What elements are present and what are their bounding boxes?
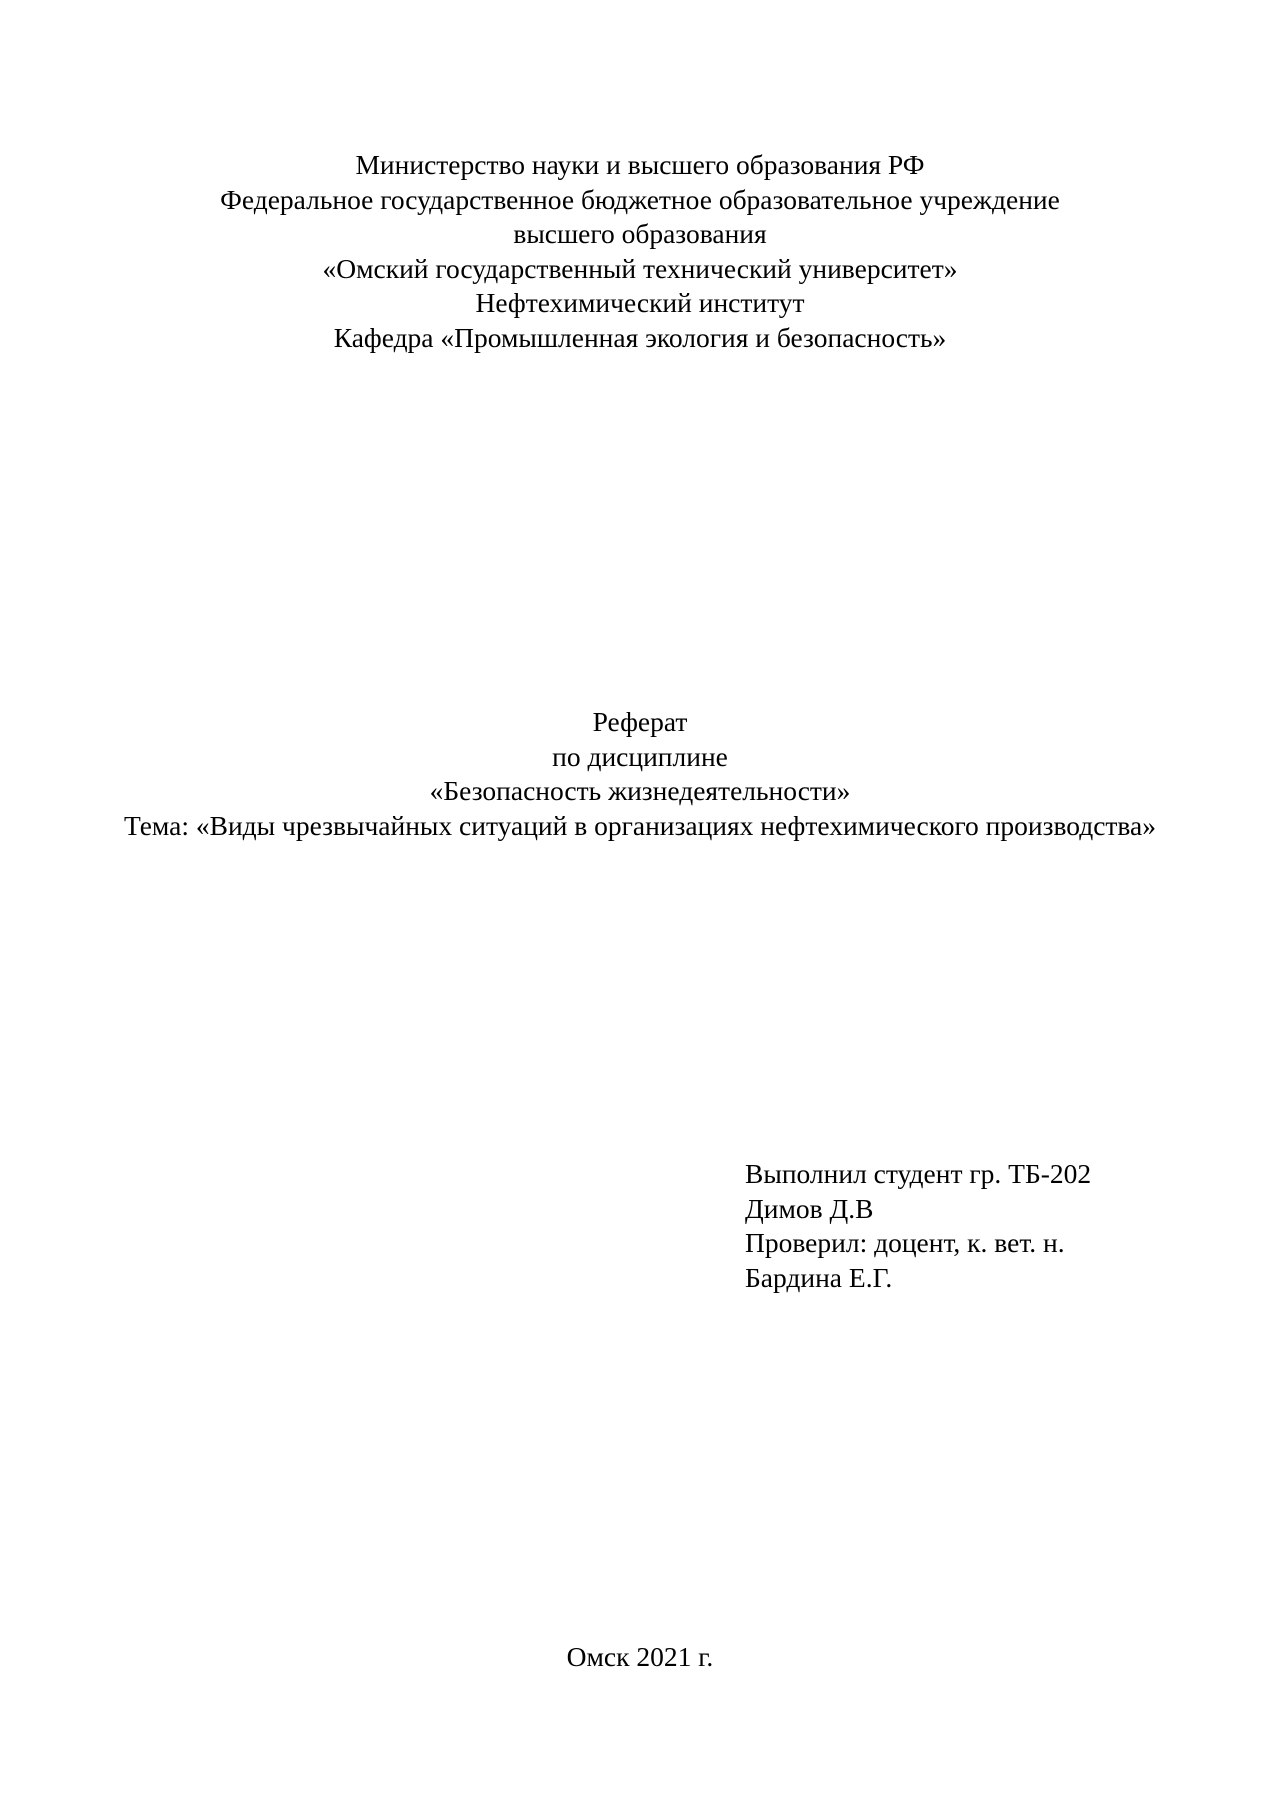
- topic-line: Тема: «Виды чрезвычайных ситуаций в организациях нефтехимического производства»: [123, 809, 1157, 841]
- doc-type: Реферат: [592, 706, 688, 737]
- institute-line: Нефтехимический институт: [475, 287, 805, 318]
- education-level-line: высшего образования: [513, 218, 767, 249]
- checked-by-line: Проверил: доцент, к. вет. н.: [745, 1227, 1065, 1258]
- signature-block: [745, 1157, 1091, 1295]
- university-line: «Омский государственный технический университет»: [322, 252, 958, 284]
- teacher-name: Бардина Е.Г.: [745, 1261, 893, 1293]
- footer-block: [0, 1640, 1280, 1675]
- city-year: Омск 2021 г.: [566, 1641, 714, 1672]
- institution-type-line: Федеральное государственное бюджетное образовательное учреждение: [220, 183, 1060, 215]
- title-block: [0, 705, 1280, 843]
- student-name: Димов Д.В: [745, 1192, 874, 1224]
- header-block: [0, 148, 1280, 355]
- performed-by-line: Выполнил студент гр. ТБ-202: [745, 1158, 1092, 1189]
- discipline-name: «Безопасность жизнедеятельности»: [429, 775, 851, 806]
- discipline-prefix: по дисциплине: [552, 740, 728, 772]
- ministry-line: Министерство науки и высшего образования РФ: [355, 149, 925, 180]
- department-line: Кафедра «Промышленная экология и безопасность»: [333, 321, 947, 353]
